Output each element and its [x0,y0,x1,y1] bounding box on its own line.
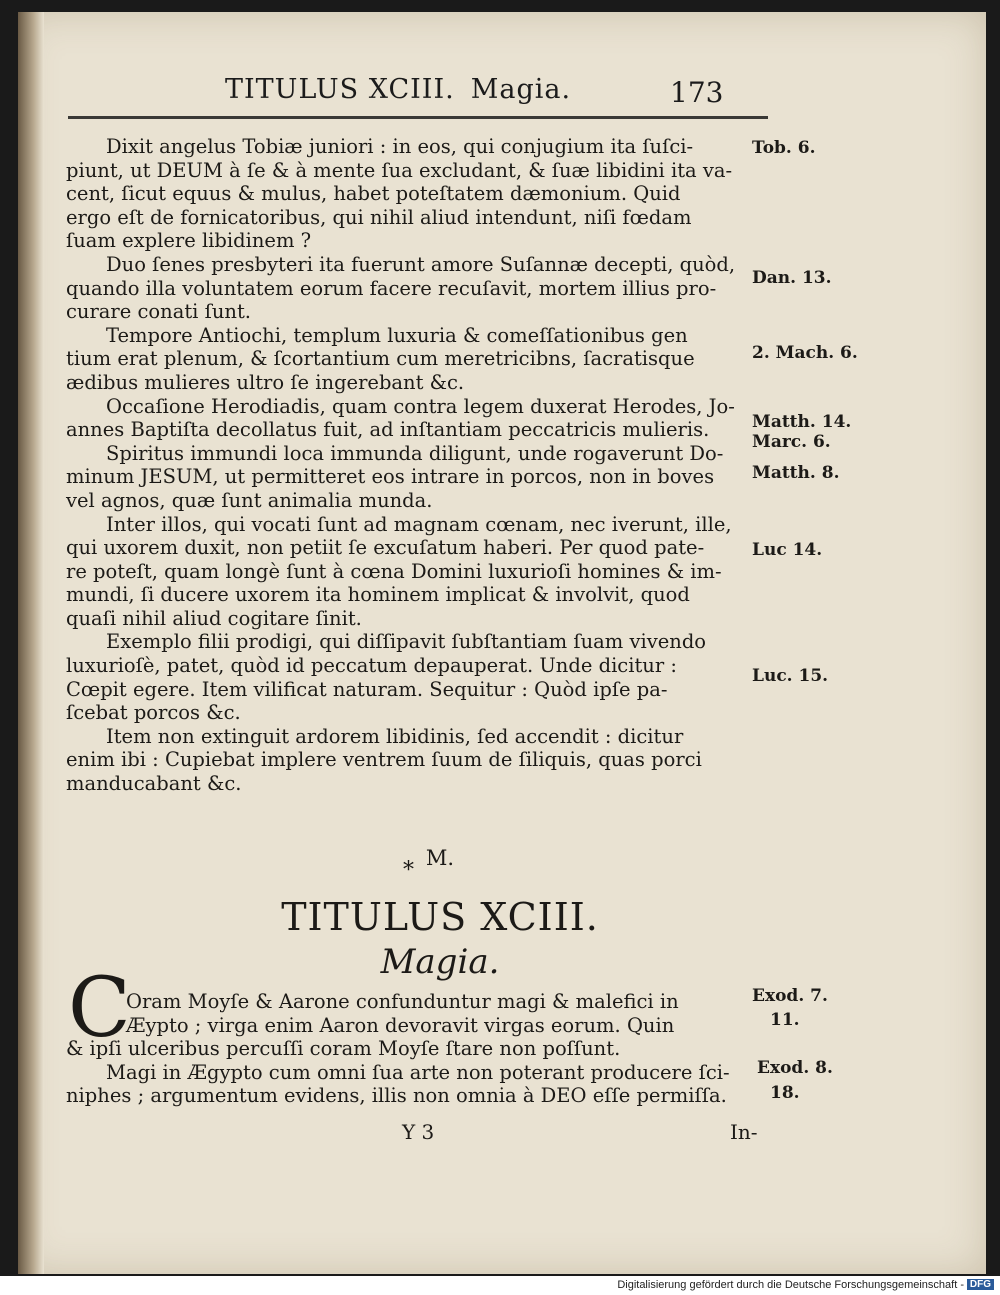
text-line: quaſi nihil aliud cogitare ſinit. [66,606,362,630]
margin-note: Exod. 7. [752,986,828,1006]
text-line: curare conati ſunt. [66,300,251,324]
text-line: tium erat plenum, & ſcortantium cum meretricibns, ſacratisque [66,347,695,371]
text-line: quando illa voluntatem eorum facere recuſavit, mortem illius pro- [66,276,717,300]
body-text [66,135,766,796]
text-line: ædibus mulieres ultro ſe ingerebant &c. [66,370,465,394]
text-line: Oram Moyſe & Aarone confunduntur magi & malefici in [126,990,679,1013]
section-title: TITULUS XCIII. [281,895,599,939]
text-line: vel agnos, quæ ſunt animalia munda. [66,488,433,512]
margin-note: Dan. 13. [752,268,832,288]
text-line: ſcebat porcos &c. [66,701,241,725]
body-text-section [126,990,766,1037]
text-line: minum JESUM, ut permitteret eos intrare in porcos, non in boves [66,465,715,489]
margin-note: Matth. 8. [752,463,840,483]
margin-note: Exod. 8. [757,1058,833,1078]
asterisk-mark: * [403,858,414,883]
text-line: manducabant &c. [66,772,242,796]
text-line: Cœpit egere. Item vilificat naturam. Sequitur : Quòd ipſe pa- [66,677,668,701]
page-number: 173 [670,76,724,109]
text-line: Item non extinguit ardorem libidinis, ſed accendit : dicitur [106,724,684,748]
text-line: annes Baptiſta decollatus fuit, ad inſtantiam peccatricis mulieris. [66,418,710,442]
text-line: mundi, ſi ducere uxorem ita hominem implicat & involvit, quod [66,583,690,607]
drop-cap: C [68,961,131,1056]
text-line: Inter illos, qui vocati ſunt ad magnam cœnam, nec iverunt, ille, [106,512,732,536]
book-spine [18,12,44,1274]
margin-note: Matth. 14. [752,412,852,432]
margin-note: Luc. 15. [752,666,829,686]
text-line: cent, ſicut equus & mulus, habet poteſtatem dæmonium. Quid [66,182,681,206]
text-line: piunt, ut DEUM à ſe & à mente ſua excludant, & ſuæ libidini ita va- [66,158,733,182]
running-head-subject: Magia. [470,74,572,105]
catchword: In- [730,1120,758,1144]
text-line: & ipſi ulceribus percuſſi coram Moyſe ſtare non poſſunt. [66,1037,621,1060]
text-line: Magi in Ægypto cum omni ſua arte non poterant producere ſci- [106,1060,730,1084]
margin-note: 18. [770,1083,800,1103]
text-line: Occaſione Herodiadis, quam contra legem duxerat Herodes, Jo- [106,394,735,418]
text-line: Exemplo filii prodigi, qui diſſipavit ſubſtantiam ſuam vivendo [106,630,707,654]
running-head [225,74,571,105]
dfg-logo: DFG [967,1279,994,1290]
margin-note: Luc 14. [752,540,823,560]
text-line: re poteſt, quam longè ſunt à cœna Domini luxurioſi homines & im- [66,559,722,583]
text-line: ergo eſt de fornicatoribus, qui nihil aliud intendunt, niſi fœdam [66,205,692,229]
text-line: Spiritus immundi loca immunda diligunt, unde rogaverunt Do- [106,441,724,465]
section-subtitle: Magia. [380,942,500,982]
section-letter: M. [425,846,455,870]
margin-note: Tob. 6. [752,138,816,158]
text-line: niphes ; argumentum evidens, illis non omnia à DEO eſſe permiſſa. [66,1084,727,1108]
text-line: Duo ſenes presbyteri ita fuerunt amore Suſannæ decepti, quòd, [106,252,736,276]
footer-credit: Digitalisierung gefördert durch die Deutsche Forschungsgemeinschaft - [617,1279,964,1291]
text-line: Dixit angelus Tobiæ juniori : in eos, qui conjugium ita ſuſci- [106,135,694,158]
signature-mark: Y 3 [402,1120,435,1144]
text-line: Tempore Antiochi, templum luxuria & comeſſationibus gen [106,323,688,347]
margin-note: 11. [770,1010,800,1030]
text-line: enim ibi : Cupiebat implere ventrem ſuum de ſiliquis, quas porci [66,748,702,772]
text-line: luxurioſè, patet, quòd id peccatum depauperat. Unde dicitur : [66,654,677,678]
running-head-title: TITULUS XCIII. [225,74,455,105]
margin-note: Marc. 6. [752,432,831,452]
text-line: ſuam explere libidinem ? [66,229,312,253]
body-text-section [66,1037,766,1108]
margin-note: 2. Mach. 6. [752,343,858,363]
header-rule [68,116,768,119]
text-line: Æypto ; virga enim Aaron devoravit virgas eorum. Quin [126,1013,675,1037]
text-line: qui uxorem duxit, non petiit ſe excuſatum haberi. Per quod pate- [66,536,705,560]
footer-bar [0,1276,1000,1295]
